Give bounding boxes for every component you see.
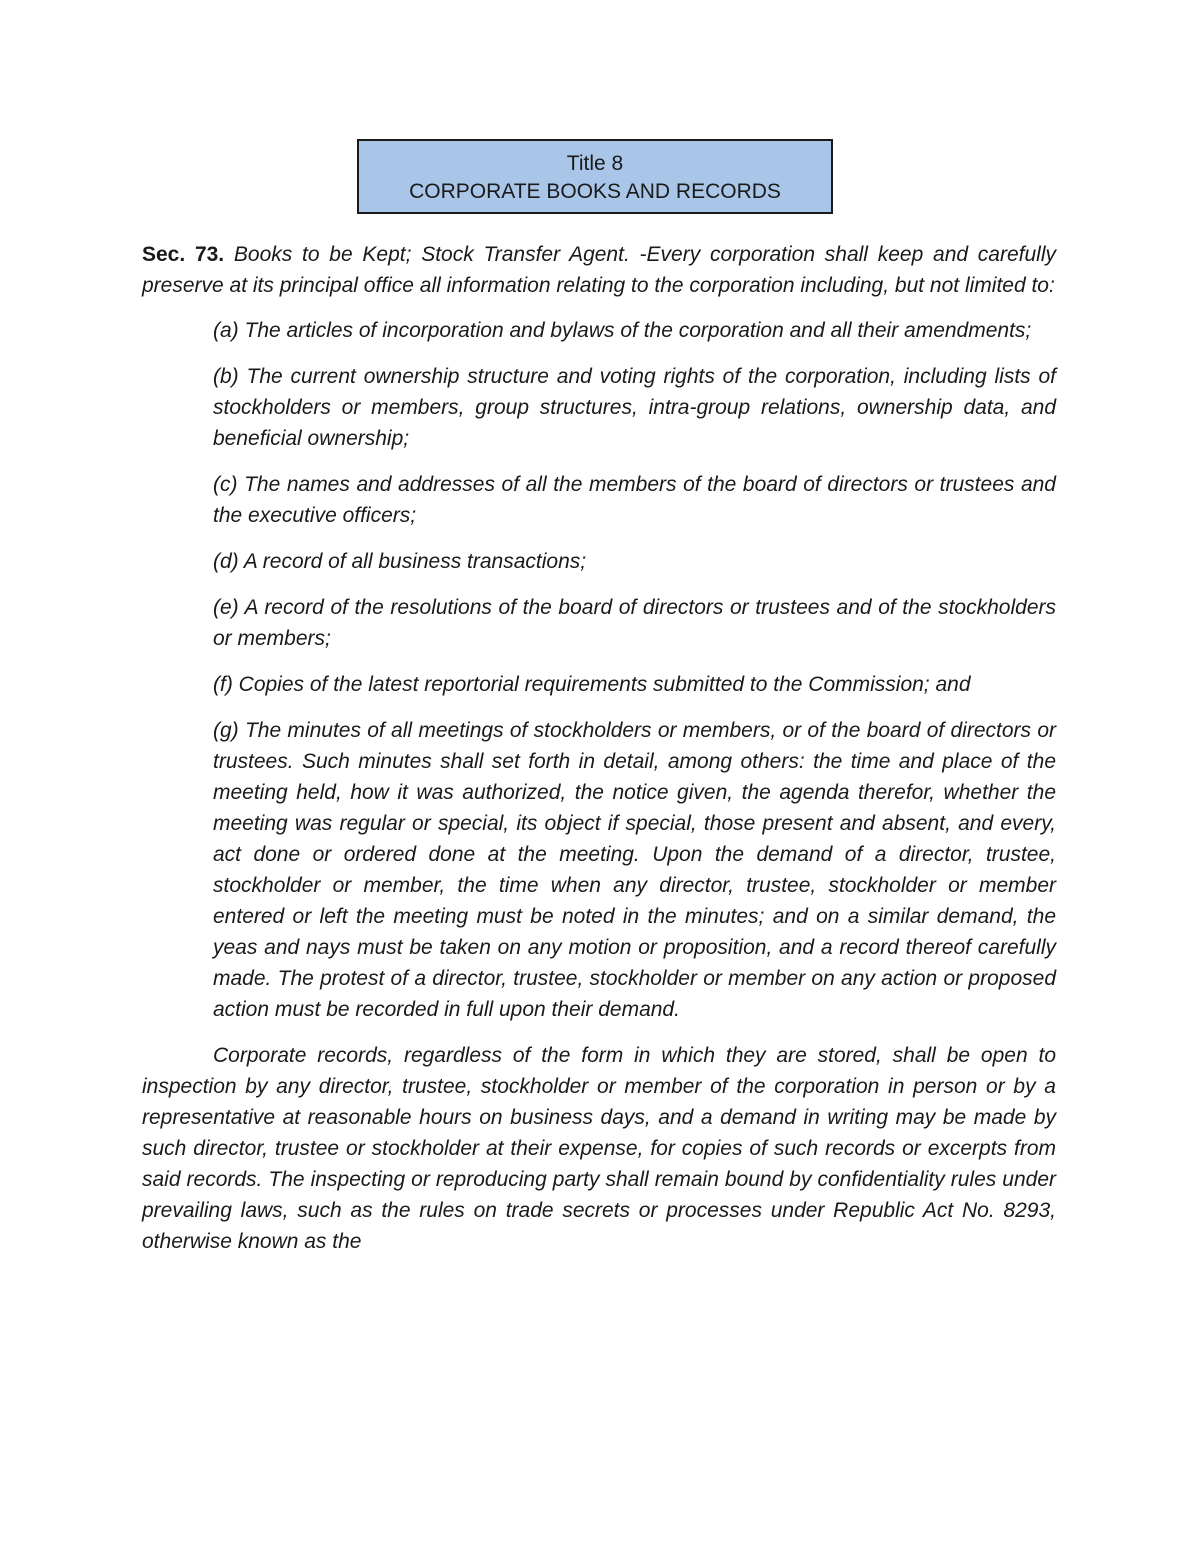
section-number: Sec. 73. xyxy=(142,243,225,266)
section-intro: -Every corporation shall keep and carefully preserve at its principal office all information relating to the corporation including, but not limited to: xyxy=(142,243,1056,297)
list-item-f: (f) Copies of the latest reportorial requirements submitted to the Commission; and xyxy=(213,673,971,696)
list-item-g: (g) The minutes of all meetings of stockholders or members, or of the board of directors or trustees. Such minutes shall set forth in detail, among others: the time and place of the meeting held, how it was authorized, the notice given, the agenda therefor, whether the meeting was regular or special, its object if special, those present and absent, and every, act done or ordered done at the meeting. Upon the demand of a director, trustee, stockholder or member, the time when any director, trustee, stockholder or member entered or left the meeting must be noted in the minutes; and on a similar demand, the yeas and nays must be taken on any motion or proposition, and a record thereof carefully made. The protest of a director, trustee, stockholder or member on any action or proposed action must be recorded in full upon their demand. xyxy=(213,719,1056,1021)
list-item-b: (b) The current ownership structure and voting rights of the corporation, including lists of stockholders or members, group structures, intra-group relations, ownership data, and beneficial ownership; xyxy=(213,365,1056,450)
section-heading: Books to be Kept; Stock Transfer Agent. xyxy=(233,243,630,266)
list-item-e: (e) A record of the resolutions of the board of directors or trustees and of the stockholders or members; xyxy=(213,596,1056,650)
document-body xyxy=(142,239,1056,1257)
closing-paragraph: Corporate records, regardless of the form in which they are stored, shall be open to inspection by any director, trustee, stockholder or member of the corporation in person or by a representative at reasonable hours on business days, and a demand in writing may be made by such director, trustee or stockholder at their expense, for copies of such records or excerpts from said records. The inspecting or reproducing party shall remain bound by confidentiality rules under prevailing laws, such as the rules on trade secrets or processes under Republic Act No. 8293, otherwise known as the xyxy=(142,1044,1056,1253)
section-paragraph xyxy=(142,239,1056,301)
list-item-a: (a) The articles of incorporation and bylaws of the corporation and all their amendments; xyxy=(213,319,1032,342)
title-number: Title 8 xyxy=(566,152,624,175)
list-item-d: (d) A record of all business transactions; xyxy=(213,550,587,573)
title-heading: CORPORATE BOOKS AND RECORDS xyxy=(409,180,781,203)
title-box xyxy=(357,139,833,214)
list-item-c: (c) The names and addresses of all the members of the board of directors or trustees and the executive officers; xyxy=(213,473,1056,527)
